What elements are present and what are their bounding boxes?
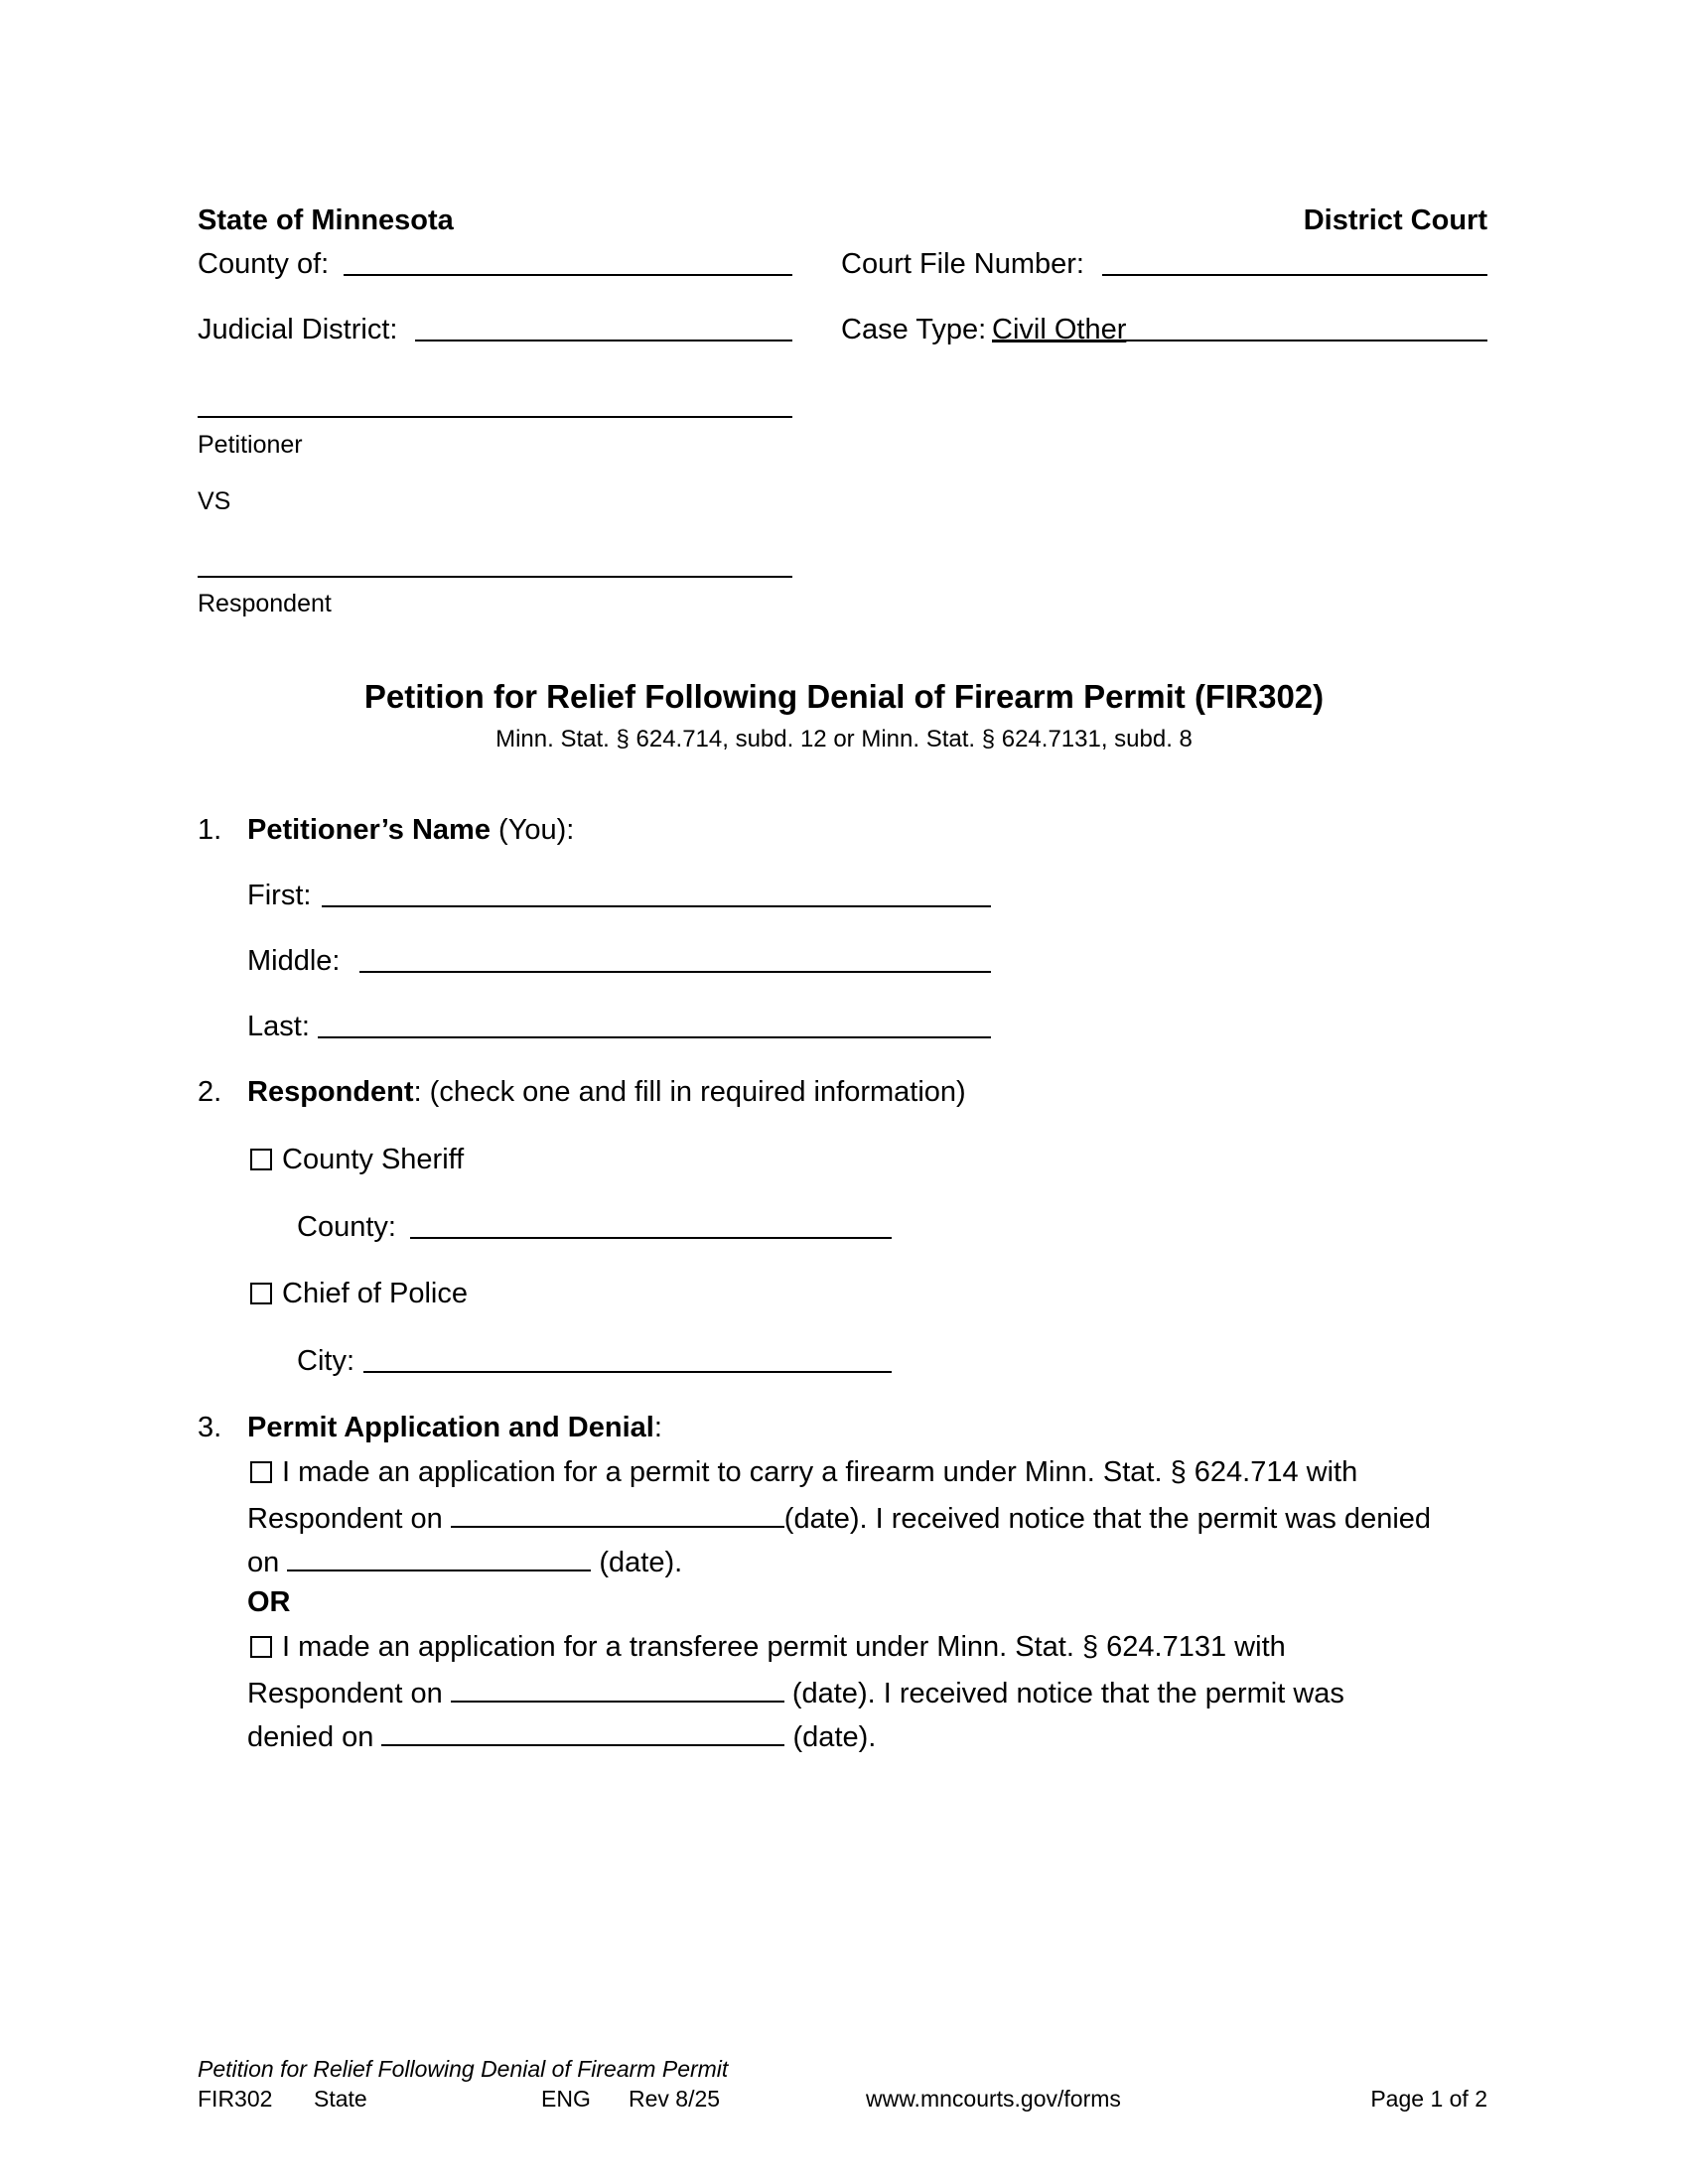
footer-revision: Rev 8/25 bbox=[629, 2086, 721, 2112]
section1-number: 1. bbox=[198, 814, 222, 846]
transferee-permit-denial-date-field[interactable] bbox=[381, 1716, 784, 1746]
section3-heading-rest: : bbox=[653, 1412, 662, 1443]
first-name-field[interactable] bbox=[322, 905, 991, 907]
footer-scope: State bbox=[314, 2086, 367, 2112]
carry-permit-on-label: on bbox=[247, 1547, 288, 1578]
judicial-district-label: Judicial District: bbox=[198, 314, 398, 345]
transferee-permit-denied-text: (date). I received notice that the permit was bbox=[783, 1678, 1344, 1709]
court-file-number-field[interactable] bbox=[1102, 274, 1487, 276]
section2-heading-bold: Respondent bbox=[247, 1076, 414, 1108]
chief-of-police-label: Chief of Police bbox=[282, 1278, 468, 1309]
carry-permit-option bbox=[250, 1454, 1357, 1490]
court-file-number-label: Court File Number: bbox=[841, 248, 1084, 280]
section3-heading-bold: Permit Application and Denial bbox=[247, 1412, 654, 1443]
police-city-field[interactable] bbox=[363, 1371, 892, 1373]
footer-language: ENG bbox=[541, 2086, 591, 2112]
or-separator: OR bbox=[247, 1586, 291, 1618]
carry-permit-denial-date-field[interactable] bbox=[287, 1542, 591, 1571]
last-name-field[interactable] bbox=[318, 1036, 991, 1038]
form-title: Petition for Relief Following Denial of Firearm Permit (FIR302) bbox=[363, 678, 1325, 715]
court-heading: District Court bbox=[1303, 205, 1487, 236]
transferee-permit-line2 bbox=[247, 1673, 1344, 1711]
carry-permit-line3 bbox=[247, 1542, 682, 1580]
footer-form-id: FIR302 bbox=[198, 2086, 273, 2112]
carry-permit-denied-text: (date). I received notice that the permit was denied bbox=[783, 1503, 1432, 1535]
county-sheriff-checkbox[interactable] bbox=[250, 1149, 272, 1170]
sheriff-county-label: County: bbox=[297, 1211, 396, 1243]
judicial-district-field[interactable] bbox=[415, 340, 792, 341]
transferee-permit-application-date-field[interactable] bbox=[451, 1673, 784, 1703]
section1-heading bbox=[247, 812, 574, 848]
last-name-label: Last: bbox=[247, 1011, 310, 1042]
police-city-label: City: bbox=[297, 1345, 354, 1377]
transferee-permit-checkbox[interactable] bbox=[250, 1636, 272, 1658]
case-type-label: Case Type: bbox=[841, 314, 987, 345]
section2-heading bbox=[247, 1074, 966, 1110]
carry-permit-text: I made an application for a permit to carry a firearm under Minn. Stat. § 624.714 with bbox=[282, 1456, 1358, 1488]
petitioner-field[interactable] bbox=[198, 416, 792, 418]
carry-permit-checkbox[interactable] bbox=[250, 1461, 272, 1483]
section1-heading-rest: (You): bbox=[490, 814, 575, 846]
county-field[interactable] bbox=[344, 274, 792, 276]
state-heading: State of Minnesota bbox=[198, 205, 454, 236]
middle-name-field[interactable] bbox=[359, 971, 991, 973]
sheriff-county-field[interactable] bbox=[410, 1237, 892, 1239]
transferee-permit-date-suffix: (date). bbox=[784, 1721, 877, 1753]
footer-title: Petition for Relief Following Denial of Firearm Permit bbox=[198, 2056, 729, 2082]
first-name-label: First: bbox=[247, 880, 312, 911]
carry-permit-applied-label: Respondent on bbox=[247, 1503, 451, 1535]
petitioner-caption: Petitioner bbox=[198, 431, 303, 459]
transferee-permit-line3 bbox=[247, 1716, 876, 1755]
carry-permit-date-suffix: (date). bbox=[591, 1547, 683, 1578]
county-sheriff-option bbox=[250, 1142, 464, 1177]
carry-permit-line2 bbox=[247, 1498, 1431, 1537]
statute-reference: Minn. Stat. § 624.714, subd. 12 or Minn. Stat. § 624.7131, subd. 8 bbox=[495, 726, 1193, 752]
transferee-permit-applied-label: Respondent on bbox=[247, 1678, 451, 1709]
transferee-permit-option bbox=[250, 1629, 1286, 1665]
versus-label: VS bbox=[198, 487, 231, 515]
section3-number: 3. bbox=[198, 1412, 222, 1443]
respondent-field[interactable] bbox=[198, 576, 792, 578]
county-label: County of: bbox=[198, 248, 330, 280]
case-type-line bbox=[992, 340, 1487, 341]
respondent-caption: Respondent bbox=[198, 590, 332, 617]
footer-page-number: Page 1 of 2 bbox=[1370, 2086, 1487, 2112]
chief-of-police-option bbox=[250, 1276, 468, 1311]
section3-heading bbox=[247, 1410, 662, 1445]
section2-number: 2. bbox=[198, 1076, 222, 1108]
transferee-permit-text: I made an application for a transferee permit under Minn. Stat. § 624.7131 with bbox=[282, 1631, 1286, 1663]
chief-of-police-checkbox[interactable] bbox=[250, 1283, 272, 1304]
section1-heading-bold: Petitioner’s Name bbox=[247, 814, 491, 846]
footer-url[interactable]: www.mncourts.gov/forms bbox=[866, 2086, 1121, 2112]
case-type-value: Civil Other bbox=[992, 314, 1127, 345]
transferee-permit-denied-on-label: denied on bbox=[247, 1721, 382, 1753]
middle-name-label: Middle: bbox=[247, 945, 341, 977]
county-sheriff-label: County Sheriff bbox=[282, 1144, 465, 1175]
section2-heading-rest: : (check one and fill in required information) bbox=[413, 1076, 966, 1108]
carry-permit-application-date-field[interactable] bbox=[451, 1498, 784, 1528]
